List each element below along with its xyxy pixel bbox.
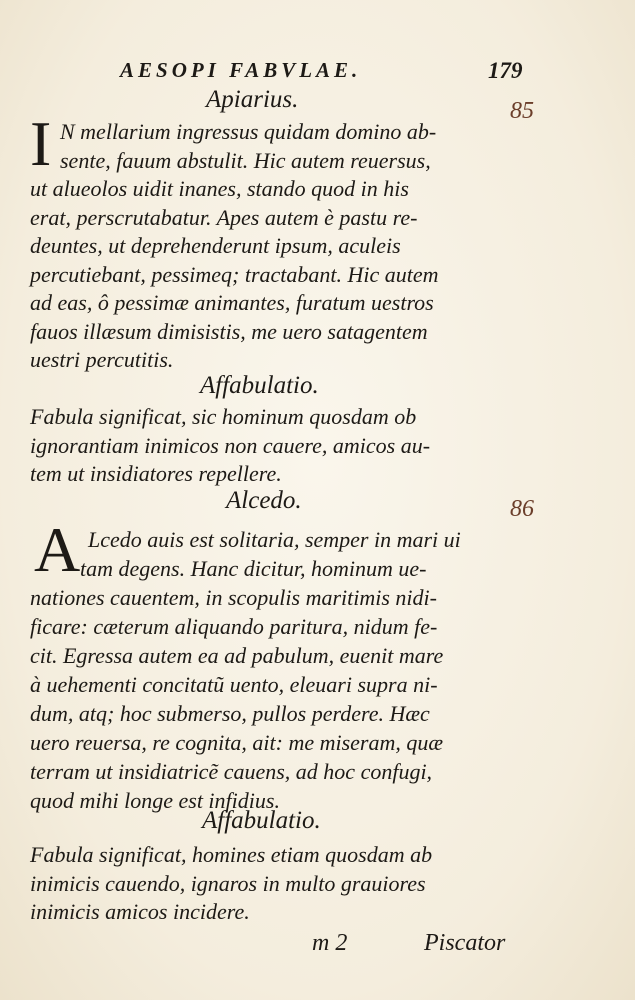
text-line: inimicis cauendo, ignaros in multo grauiores	[30, 870, 426, 896]
drop-initial: A	[34, 514, 81, 585]
text-line: N mellarium ingressus quidam domino ab-	[60, 119, 437, 144]
text-line: ut alueolos uidit inanes, stando quod in his	[30, 176, 409, 201]
moral-heading: Affabulatio.	[200, 372, 319, 399]
text-line: ad eas, ô pessimæ animantes, furatum uestros	[30, 290, 434, 315]
signature-mark: m 2	[312, 930, 348, 956]
text-line: dum, atq; hoc submerso, pullos perdere. Hæc	[30, 701, 430, 726]
fable-title: Alcedo.	[226, 487, 302, 514]
text-line: tam degens. Hanc dicitur, hominum ue-	[80, 556, 427, 581]
text-line: Lcedo auis est solitaria, semper in mari ui	[88, 527, 461, 552]
text-line: deuntes, ut deprehenderunt ipsum, aculeis	[30, 233, 401, 258]
running-head: AESOPI FABVLAE.	[120, 58, 362, 82]
text-line: à uehementi concitatũ uento, eleuari supra ni-	[30, 672, 438, 697]
text-line: inimicis amicos incidere.	[30, 899, 250, 924]
text-line: uero reuersa, re cognita, ait: me miseram, quæ	[30, 730, 444, 755]
text-line: ficare: cæterum aliquando paritura, nidum fe-	[30, 614, 438, 639]
text-line: tem ut insidiatores repellere.	[30, 461, 282, 486]
text-line: fauos illæsum dimisistis, me uero satagentem	[30, 318, 428, 344]
text-line: quod mihi longe est infidius.	[30, 788, 280, 813]
marginal-note: 85	[510, 98, 534, 124]
text-line: uestri percutitis.	[30, 347, 174, 372]
text-line: nationes cauentem, in scopulis maritimis nidi-	[30, 585, 437, 610]
text-line: Fabula significat, sic hominum quosdam ob	[30, 404, 417, 429]
text-line: Fabula significat, homines etiam quosdam ab	[30, 842, 433, 867]
drop-initial: I	[30, 108, 52, 179]
text-line: erat, perscrutabatur. Apes autem è pastu re-	[30, 204, 418, 230]
fable-title: Apiarius.	[206, 86, 299, 113]
text-line: ignorantiam inimicos non cauere, amicos au-	[30, 432, 431, 458]
text-line: sente, fauum abstulit. Hic autem reuersus,	[60, 147, 431, 173]
moral-heading: Affabulatio.	[202, 807, 321, 834]
page-number: 179	[488, 58, 523, 83]
catchword: Piscator	[424, 930, 506, 956]
text-line: cit. Egressa autem ea ad pabulum, euenit mare	[30, 643, 444, 668]
marginal-note: 86	[510, 496, 534, 522]
text-line: percutiebant, pessimeq; tractabant. Hic autem	[30, 261, 439, 287]
text-line: terram ut insidiatricẽ cauens, ad hoc confugi,	[30, 759, 433, 784]
